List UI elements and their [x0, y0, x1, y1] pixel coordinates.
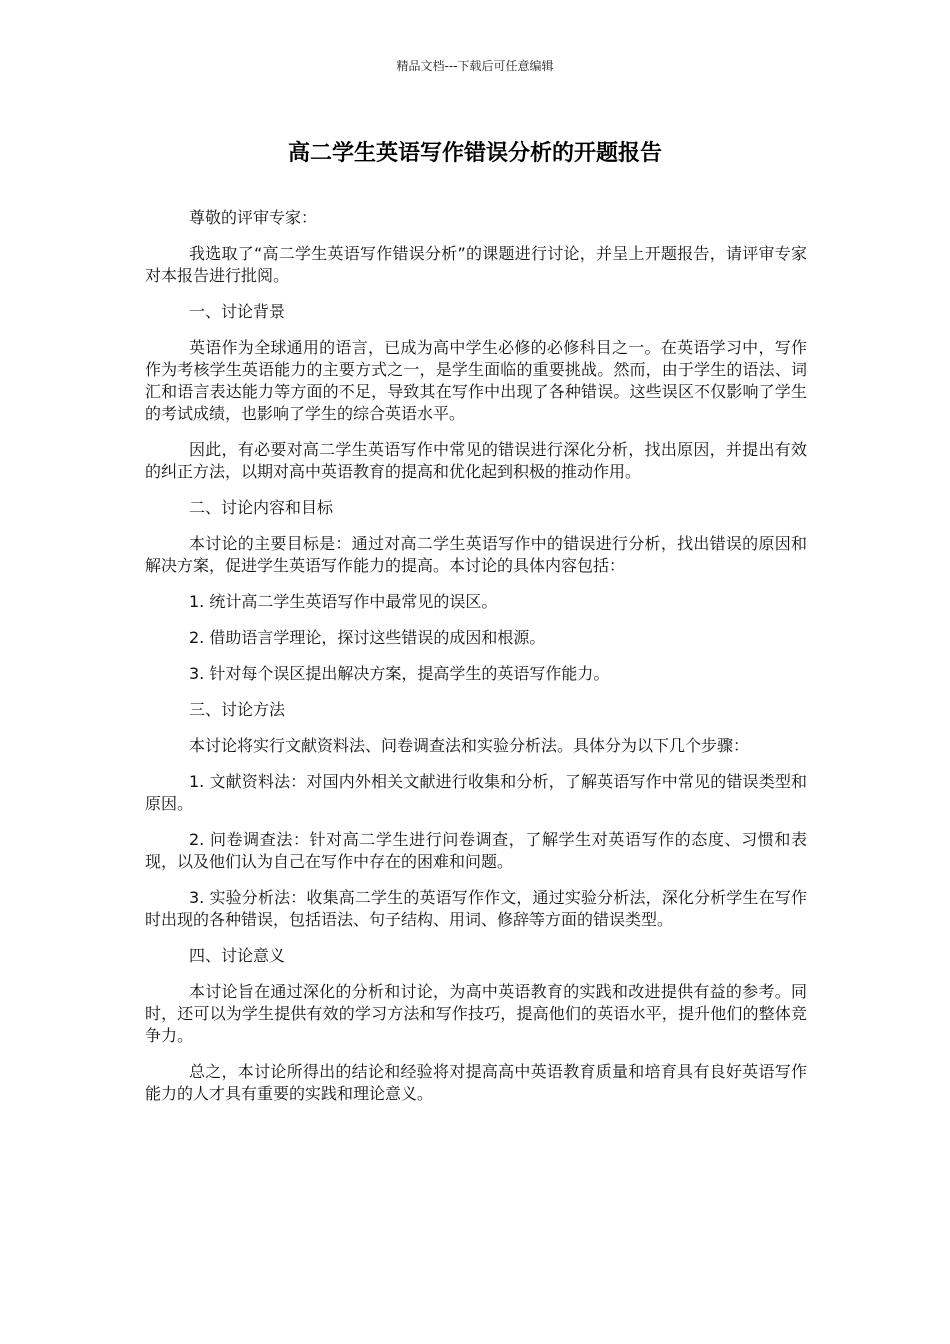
goals-paragraph: 本讨论的主要目标是：通过对高二学生英语写作中的错误进行分析，找出错误的原因和解决方案，促进学生英语写作能力的提高。本讨论的具体内容包括：: [145, 534, 807, 575]
conclusion-paragraph: 总之，本讨论所得出的结论和经验将对提高高中英语教育质量和培育具有良好英语写作能力的人才具有重要的实践和理论意义。: [145, 1062, 807, 1103]
content-item-1: 1. 统计高二学生英语写作中最常见的误区。: [189, 592, 498, 611]
methods-paragraph: 本讨论将实行文献资料法、问卷调查法和实验分析法。具体分为以下几个步骤：: [189, 736, 750, 755]
method-item-2: 2. 问卷调查法：针对高二学生进行问卷调查，了解学生对英语写作的态度、习惯和表现，以及他们认为自己在写作中存在的困难和问题。: [145, 830, 807, 871]
content-item-2: 2. 借助语言学理论，探讨这些错误的成因和根源。: [189, 628, 546, 647]
section-heading-methods: 三、讨论方法: [189, 700, 286, 719]
background-paragraph-2: 因此，有必要对高二学生英语写作中常见的错误进行深化分析，找出原因，并提出有效的纠正方法，以期对高中英语教育的提高和优化起到积极的推动作用。: [145, 440, 807, 481]
content-item-3: 3. 针对每个误区提出解决方案，提高学生的英语写作能力。: [189, 664, 610, 683]
significance-paragraph: 本讨论旨在通过深化的分析和讨论，为高中英语教育的实践和改进提供有益的参考。同时，还可以为学生提供有效的学习方法和写作技巧，提高他们的英语水平，提升他们的整体竞争力。: [145, 982, 807, 1045]
background-paragraph-1: 英语作为全球通用的语言，已成为高中学生必修的必修科目之一。在英语学习中，写作作为考核学生英语能力的主要方式之一，是学生面临的重要挑战。然而，由于学生的语法、词汇和语言表达能力等方面的不足，导致其在写作中出现了各种错误。这些误区不仅影响了学生的考试成绩，也影响了学生的综合英语水平。: [145, 338, 807, 423]
document-title: 高二学生英语写作错误分析的开题报告: [287, 141, 662, 166]
section-heading-significance: 四、讨论意义: [189, 946, 286, 965]
document-body: [145, 207, 807, 1119]
intro-paragraph: 我选取了“高二学生英语写作错误分析”的课题进行讨论，并呈上开题报告，请评审专家对本报告进行批阅。: [145, 244, 807, 285]
section-heading-content-goals: 二、讨论内容和目标: [189, 498, 334, 517]
method-item-1: 1. 文献资料法：对国内外相关文献进行收集和分析，了解英语写作中常见的错误类型和原因。: [145, 772, 807, 813]
page-header-note: 精品文档---下载后可任意编辑: [396, 59, 554, 73]
salutation: 尊敬的评审专家：: [189, 208, 318, 227]
method-item-3: 3. 实验分析法：收集高二学生的英语写作作文，通过实验分析法，深化分析学生在写作时出现的各种错误，包括语法、句子结构、用词、修辞等方面的错误类型。: [145, 888, 807, 929]
section-heading-background: 一、讨论背景: [189, 302, 286, 321]
